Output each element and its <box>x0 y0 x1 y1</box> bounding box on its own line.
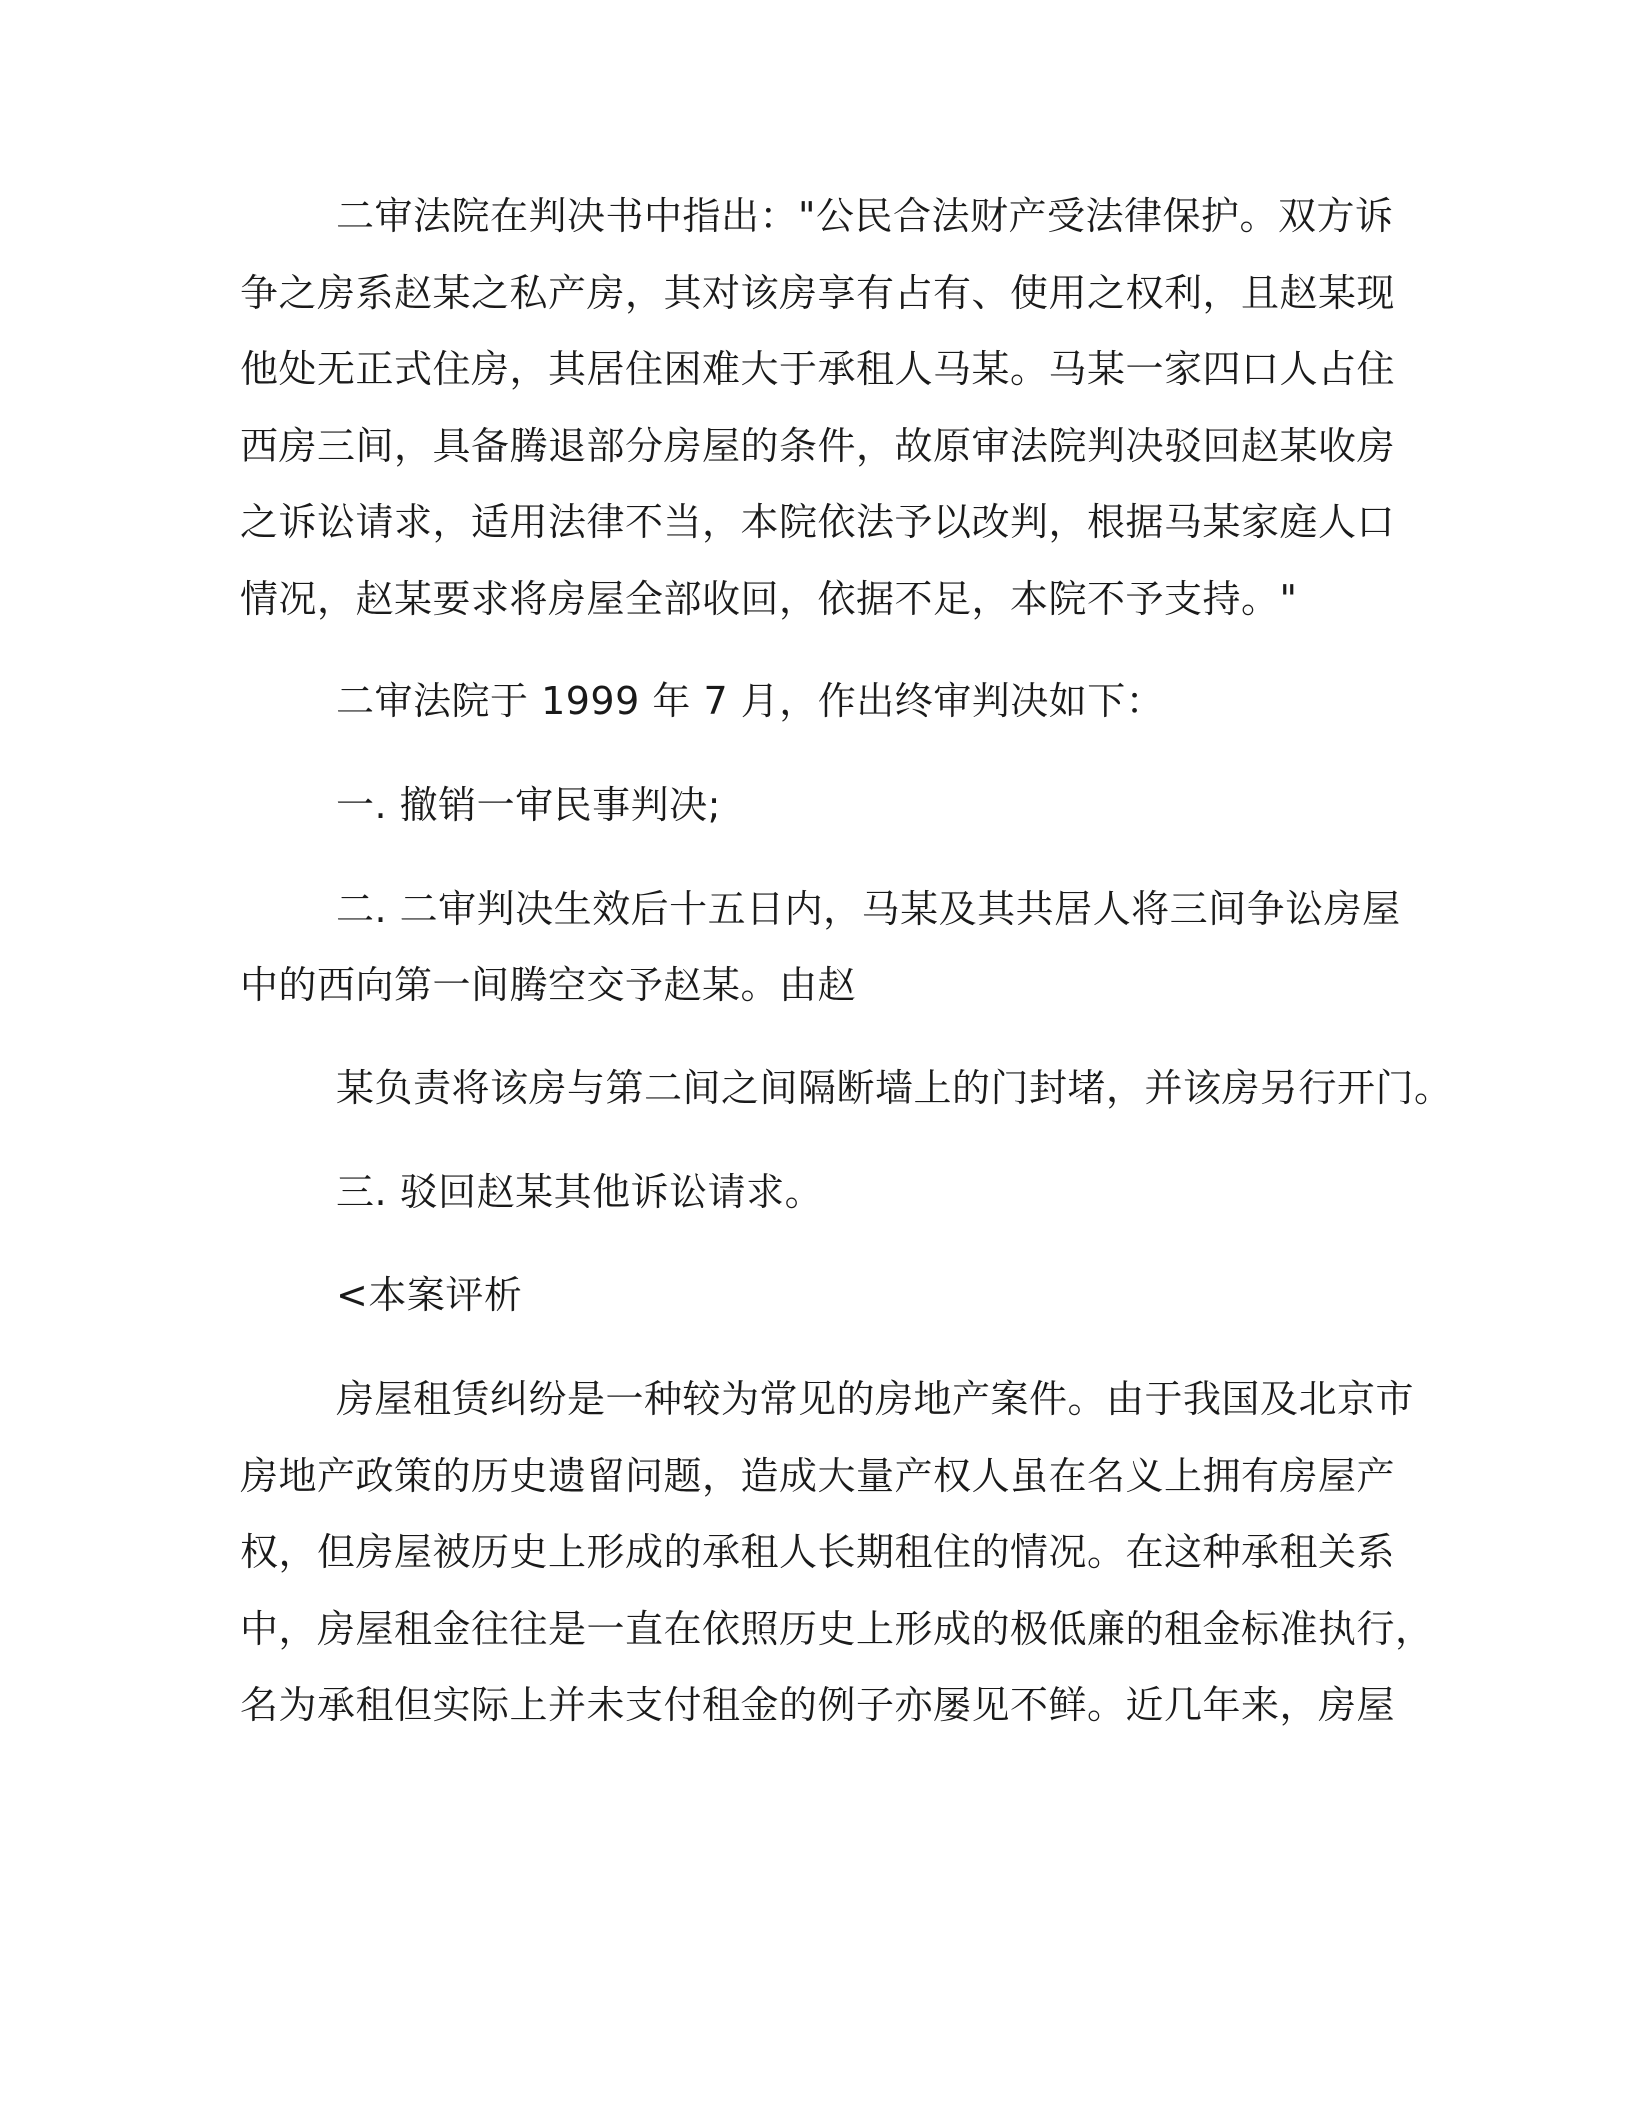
paragraph-1-line-1: 二审法院在判决书中指出："公民合法财产受法律保护。双方诉 <box>336 194 1394 238</box>
paragraph-1-line-3: 他处无正式住房，其居住困难大于承租人马某。马某一家四口人占住 <box>240 347 1396 391</box>
paragraph-1-line-6: 情况，赵某要求将房屋全部收回，依据不足，本院不予支持。" <box>240 577 1298 621</box>
judgment-item-2-line-2: 中的西向第一间腾空交予赵某。由赵 <box>240 963 857 1007</box>
judgment-item-1: 一. 撤销一审民事判决; <box>336 783 721 827</box>
paragraph-2: 二审法院于 1999 年 7 月，作出终审判决如下： <box>336 679 1165 723</box>
paragraph-3-line-2: 房地产政策的历史遗留问题，造成大量产权人虽在名义上拥有房屋产 <box>240 1454 1396 1498</box>
judgment-item-2-continuation: 某负责将该房与第二间之间隔断墙上的门封堵，并该房另行开门。 <box>336 1066 1453 1110</box>
judgment-item-2-line-1: 二. 二审判决生效后十五日内，马某及其共居人将三间争讼房屋 <box>336 887 1401 931</box>
paragraph-3-line-1: 房屋租赁纠纷是一种较为常见的房地产案件。由于我国及北京市 <box>336 1377 1415 1421</box>
paragraph-1-line-4: 西房三间，具备腾退部分房屋的条件，故原审法院判决驳回赵某收房 <box>240 424 1396 468</box>
judgment-item-3: 三. 驳回赵某其他诉讼请求。 <box>336 1170 824 1214</box>
section-heading: <本案评析 <box>336 1273 523 1317</box>
paragraph-3-line-5: 名为承租但实际上并未支付租金的例子亦屡见不鲜。近几年来，房屋 <box>240 1683 1396 1727</box>
paragraph-3-line-3: 权，但房屋被历史上形成的承租人长期租住的情况。在这种承租关系 <box>240 1530 1396 1574</box>
paragraph-1-line-5: 之诉讼请求，适用法律不当，本院依法予以改判，根据马某家庭人口 <box>240 500 1396 544</box>
paragraph-1-line-2: 争之房系赵某之私产房，其对该房享有占有、使用之权利，且赵某现 <box>240 271 1396 315</box>
paragraph-3-line-4: 中，房屋租金往往是一直在依照历史上形成的极低廉的租金标准执行， <box>240 1607 1434 1651</box>
